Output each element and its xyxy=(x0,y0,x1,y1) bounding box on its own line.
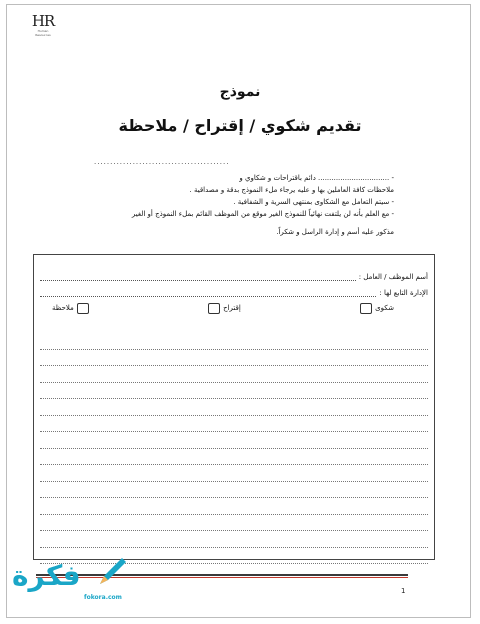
writing-line[interactable] xyxy=(40,366,428,383)
department-field[interactable] xyxy=(40,285,428,297)
intro-line: ملاحظات كافة العاملين بها و عليه يرجاء ملء النموذج بدقة و مصداقية . xyxy=(189,186,394,194)
writing-line[interactable] xyxy=(40,432,428,449)
employee-name-field[interactable] xyxy=(40,269,428,281)
intro-paragraph xyxy=(94,156,394,238)
intro-line: - ................................ دائم باقتراحات و شكاوي و xyxy=(239,174,394,182)
writing-line[interactable] xyxy=(40,399,428,416)
logo-mark: HR xyxy=(31,12,55,30)
pencil-icon xyxy=(96,554,128,588)
employee-name-input[interactable] xyxy=(40,272,356,281)
intro-line: مذكور عليه أسم و إدارة الراسل و شكراً. xyxy=(276,228,394,236)
writing-line[interactable] xyxy=(40,515,428,532)
watermark-url: fokora.com xyxy=(84,594,122,601)
document-subtitle: تقديم شكوي / إقتراح / ملاحظة xyxy=(118,116,362,135)
type-choices xyxy=(44,301,394,315)
writing-line[interactable] xyxy=(40,350,428,367)
suggestion-checkbox[interactable] xyxy=(208,303,220,314)
writing-line[interactable] xyxy=(40,449,428,466)
logo-tagline: Human Resources xyxy=(35,29,51,37)
writing-line[interactable] xyxy=(40,498,428,515)
site-watermark xyxy=(4,554,130,610)
note-checkbox[interactable] xyxy=(77,303,89,314)
intro-dots: .......................................... xyxy=(94,158,230,166)
writing-line[interactable] xyxy=(40,465,428,482)
company-logo xyxy=(31,13,55,37)
choice-note[interactable] xyxy=(44,301,89,315)
writing-area[interactable] xyxy=(40,333,428,564)
choice-complaint[interactable] xyxy=(360,301,394,315)
choice-label: إقتراح xyxy=(223,304,241,312)
intro-line: - سيتم التعامل مع الشكاوى بمنتهى السرية و الشفافية . xyxy=(233,198,394,206)
writing-line[interactable] xyxy=(40,416,428,433)
intro-line: - مع العلم بأنه لن يلتفت نهائياً للنموذج الغير موقع من الموظف القائم بملء النموذج أو الغير xyxy=(131,210,394,218)
writing-line[interactable] xyxy=(40,482,428,499)
department-input[interactable] xyxy=(40,288,376,297)
writing-line[interactable] xyxy=(40,531,428,548)
choice-suggestion[interactable] xyxy=(208,301,241,315)
employee-name-label: أسم الموظف / العامل : xyxy=(358,273,428,281)
department-label: الإدارة التابع لها : xyxy=(379,289,428,297)
choice-label: شكوى xyxy=(375,304,394,312)
choice-label: ملاحظة xyxy=(52,304,74,312)
watermark-text: فكرة xyxy=(12,559,81,592)
writing-line[interactable] xyxy=(40,333,428,350)
page-number: 1 xyxy=(401,587,406,595)
complaint-checkbox[interactable] xyxy=(360,303,372,314)
complaint-form xyxy=(33,254,435,560)
writing-line[interactable] xyxy=(40,383,428,400)
document-title: نموذج xyxy=(219,84,261,100)
